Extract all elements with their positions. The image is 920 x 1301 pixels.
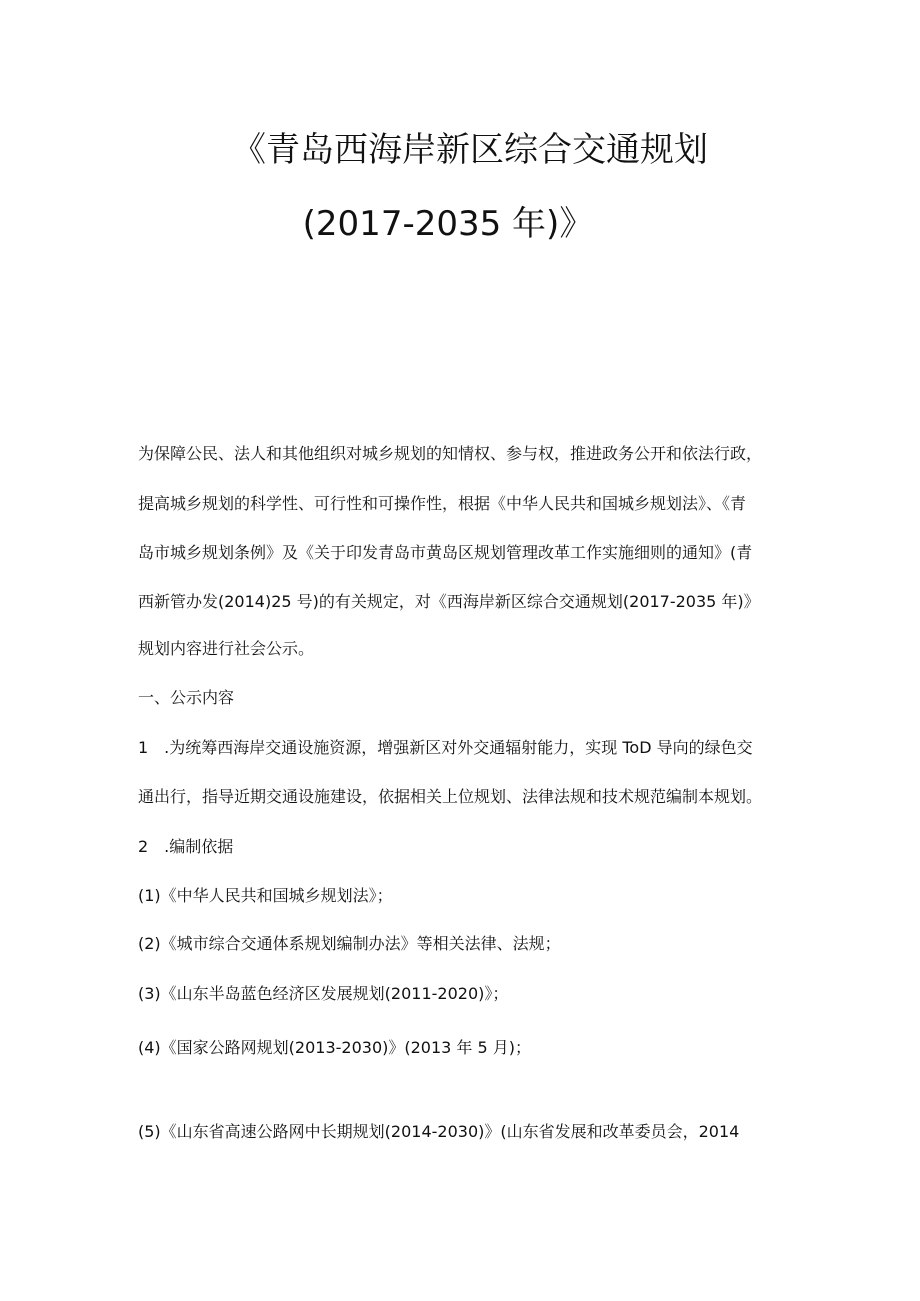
intro-paragraph-line: 提高城乡规划的科学性、可行性和可操作性，根据《中华人民共和国城乡规划法》、《青 (138, 494, 747, 513)
item-2-heading: 2 .编制依据 (138, 837, 234, 856)
section-heading: 一、公示内容 (138, 688, 235, 707)
item-1-line: 1 .为统筹西海岸交通设施资源，增强新区对外交通辐射能力，实现 ToD 导向的绿色交 (138, 738, 753, 757)
intro-paragraph-line: 岛市城乡规划条例》及《关于印发青岛市黄岛区规划管理改革工作实施细则的通知》(青 (138, 543, 753, 562)
intro-paragraph-line: 西新管办发(2014)25 号)的有关规定，对《西海岸新区综合交通规划(2017-2035 年)》 (138, 592, 760, 611)
basis-list-item: (3)《山东半岛蓝色经济区发展规划(2011-2020)》； (138, 984, 509, 1003)
item-1-line: 通出行，指导近期交通设施建设，依据相关上位规划、法律法规和技术规范编制本规划。 (138, 787, 763, 806)
basis-list-item: (4)《国家公路网规划(2013-2030)》(2013 年 5 月)； (138, 1038, 532, 1057)
document-title-line-2: (2017-2035 年)》 (302, 204, 594, 244)
intro-paragraph-line: 规划内容进行社会公示。 (138, 639, 315, 658)
basis-list-item: (2)《城市综合交通体系规划编制办法》等相关法律、法规； (138, 934, 561, 953)
basis-list-item: (1)《中华人民共和国城乡规划法》； (138, 886, 393, 905)
intro-paragraph-line: 为保障公民、法人和其他组织对城乡规划的知情权、参与权，推进政务公开和依法行政， (138, 444, 763, 463)
basis-list-item: (5)《山东省高速公路网中长期规划(2014-2030)》(山东省发展和改革委员会，2014 (138, 1122, 740, 1141)
document-title-line-1: 《青岛西海岸新区综合交通规划 (232, 130, 708, 170)
